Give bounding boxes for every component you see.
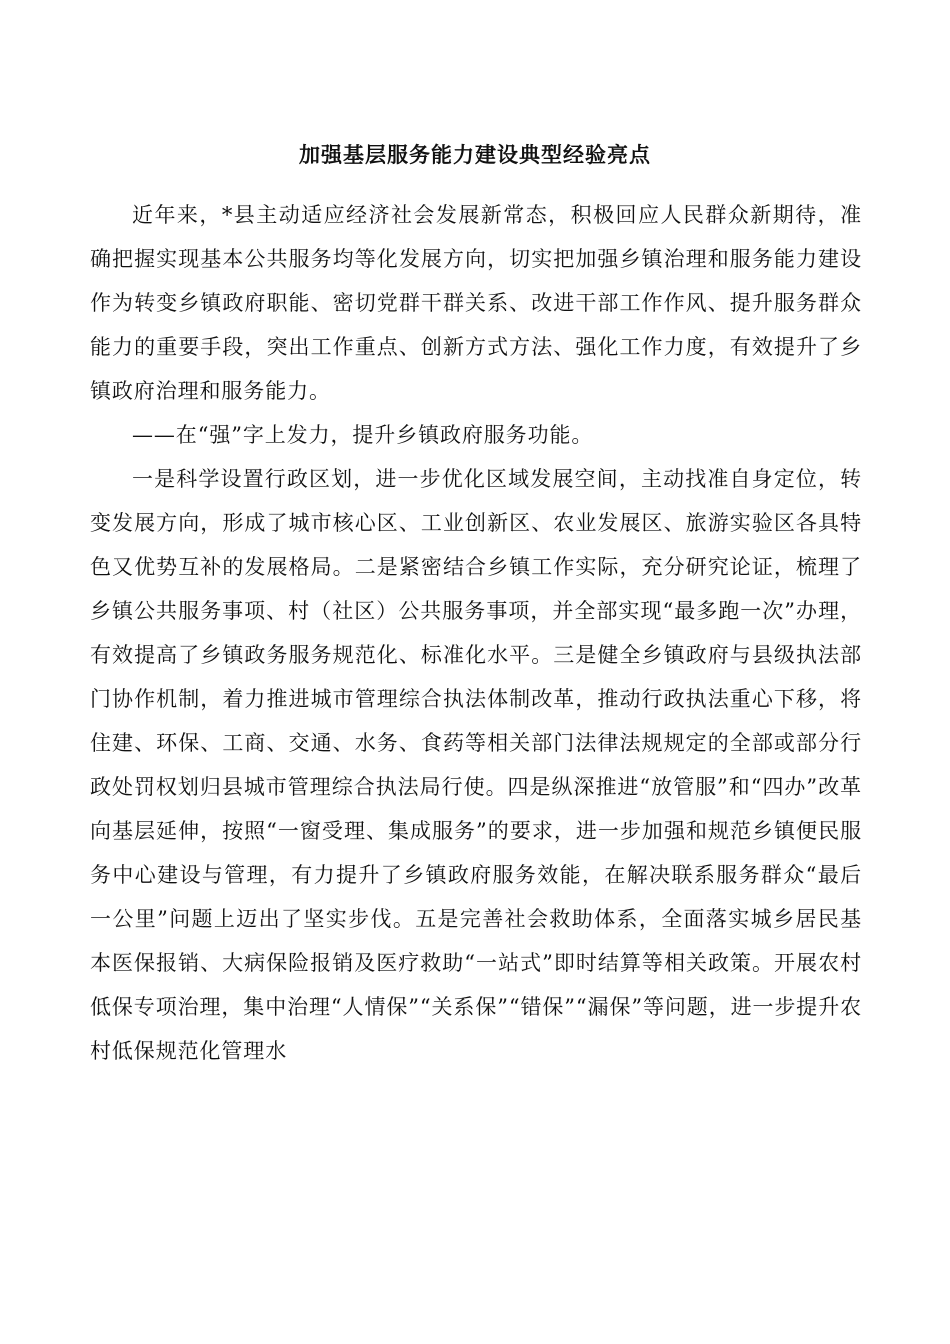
paragraph-measures: 一是科学设置行政区划，进一步优化区域发展空间，主动找准自身定位，转变发展方向，形成了城市核心区、工业创新区、农业发展区、旅游实验区各具特色又优势互补的发展格局。二是紧密结合乡镇工作实际，充分研究论证，梳理了乡镇公共服务事项、村（社区）公共服务事项，并全部实现“最多跑一次”办理，有效提高了乡镇政务服务规范化、标准化水平。三是健全乡镇政府与县级执法部门协作机制，着力推进城市管理综合执法体制改革，推动行政执法重心下移，将住建、环保、工商、交通、水务、食药等相关部门法律法规规定的全部或部分行政处罚权划归县城市管理综合执法局行使。四是纵深推进“放管服”和“四办”改革向基层延伸，按照“一窗受理、集成服务”的要求，进一步加强和规范乡镇便民服务中心建设与管理，有力提升了乡镇政府服务效能，在解决联系服务群众“最后一公里”问题上迈出了坚实步伐。五是完善社会救助体系，全面落实城乡居民基本医保报销、大病保险报销及医疗救助“一站式”即时结算等相关政策。开展农村低保专项治理，集中治理“人情保”“关系保”“错保”“漏保”等问题，进一步提升农村低保规范化管理水: [90, 467, 862, 1063]
paragraph-intro: 近年来，*县主动适应经济社会发展新常态，积极回应人民群众新期待，准确把握实现基本公共服务均等化发展方向，切实把加强乡镇治理和服务能力建设作为转变乡镇政府职能、密切党群干群关系、改进干部工作作风、提升服务群众能力的重要手段，突出工作重点、创新方式方法、强化工作力度，有效提升了乡镇政府治理和服务能力。: [90, 203, 862, 403]
paragraph-section-heading: ——在“强”字上发力，提升乡镇政府服务功能。: [132, 423, 594, 447]
document-body: [90, 193, 862, 1073]
document-title: 加强基层服务能力建设典型经验亮点: [299, 142, 651, 167]
